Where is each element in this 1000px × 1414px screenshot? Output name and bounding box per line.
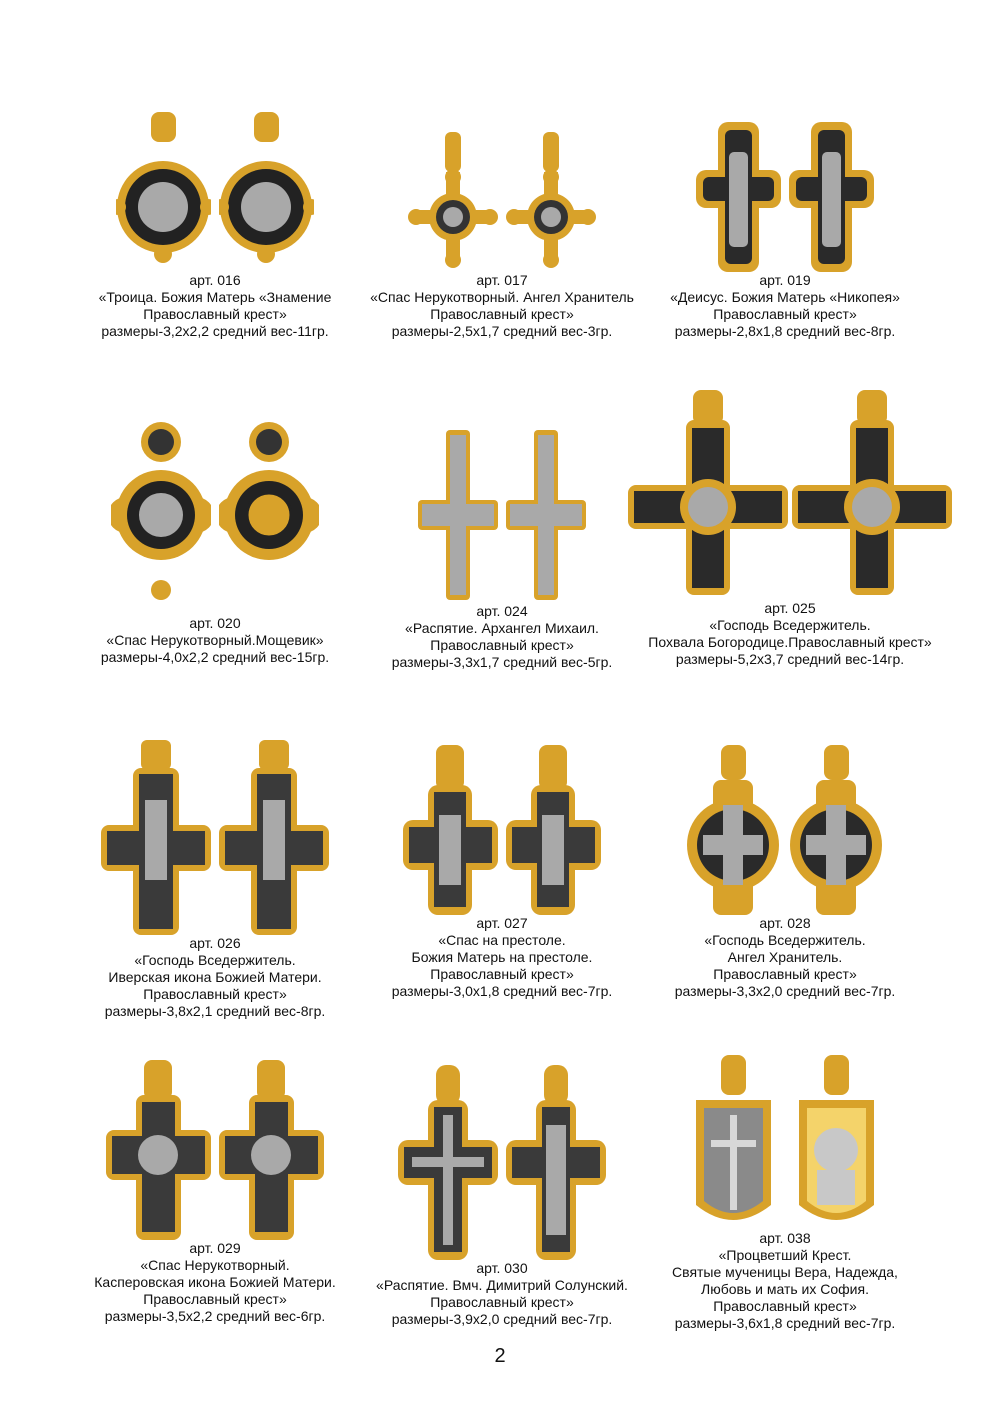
pendant-back-image xyxy=(219,740,329,935)
caption-line: Православный крест» xyxy=(430,1294,574,1310)
product-caption xyxy=(342,272,662,340)
pendant-front-image xyxy=(116,112,211,272)
product-item xyxy=(342,1060,662,1328)
caption-line: «Спас на престоле. xyxy=(438,932,566,948)
article-number: арт. 019 xyxy=(759,272,811,288)
caption-line: «Господь Вседержитель. xyxy=(704,932,866,948)
pendant-back-image xyxy=(219,420,319,605)
product-item xyxy=(55,92,375,340)
article-number: арт. 025 xyxy=(764,600,816,616)
product-caption xyxy=(625,600,955,668)
pendant-front-image xyxy=(101,740,211,935)
caption-line: «Троица. Божия Матерь «Знамение xyxy=(98,289,332,305)
article-number: арт. 024 xyxy=(476,603,528,619)
product-caption xyxy=(625,272,945,340)
caption-line: Православный крест» xyxy=(143,986,287,1002)
caption-line: размеры-2,5х1,7 средний вес-3гр. xyxy=(391,323,613,339)
product-images xyxy=(342,735,662,915)
caption-line: размеры-5,2х3,7 средний вес-14гр. xyxy=(675,651,905,667)
page-number: 2 xyxy=(494,1345,506,1367)
article-number: арт. 017 xyxy=(476,272,528,288)
caption-line: Православный крест» xyxy=(143,1291,287,1307)
caption-line: «Спас Нерукотворный.Мощевик» xyxy=(106,632,324,648)
caption-line: размеры-4,0х2,2 средний вес-15гр. xyxy=(100,649,330,665)
caption-line: размеры-3,6х1,8 средний вес-7гр. xyxy=(674,1315,896,1331)
pendant-front-image xyxy=(106,1060,211,1240)
product-item xyxy=(625,92,945,340)
article-number: арт. 020 xyxy=(189,615,241,631)
pendant-front-image xyxy=(696,122,781,272)
pendant-back-image xyxy=(219,1060,324,1240)
caption-line: размеры-3,2х2,2 средний вес-11гр. xyxy=(101,323,329,339)
product-item xyxy=(342,420,662,671)
product-item xyxy=(625,1050,945,1332)
product-images xyxy=(55,420,375,605)
product-item xyxy=(625,735,945,1000)
product-caption xyxy=(342,603,662,671)
pendant-front-image xyxy=(686,745,781,915)
pendant-back-image xyxy=(506,430,586,600)
caption-line: Ангел Хранитель. xyxy=(727,949,843,965)
caption-line: «Спас Нерукотворный. Ангел Хранитель xyxy=(370,289,634,305)
caption-line: размеры-3,8х2,1 средний вес-8гр. xyxy=(104,1003,326,1019)
pendant-front-image xyxy=(408,132,498,272)
caption-line: размеры-3,5х2,2 средний вес-6гр. xyxy=(104,1308,326,1324)
product-images xyxy=(342,92,662,272)
caption-line: размеры-2,8х1,8 средний вес-8гр. xyxy=(674,323,896,339)
product-caption xyxy=(342,1260,662,1328)
pendant-front-image xyxy=(111,420,211,605)
caption-line: Православный крест» xyxy=(430,306,574,322)
caption-line: «Спас Нерукотворный. xyxy=(140,1257,290,1273)
caption-line: размеры-3,3х1,7 средний вес-5гр. xyxy=(391,654,613,670)
caption-line: Божия Матерь на престоле. xyxy=(411,949,593,965)
caption-line: Касперовская икона Божией Матери. xyxy=(94,1274,336,1290)
caption-line: «Процветший Крест. xyxy=(718,1247,852,1263)
caption-line: Православный крест» xyxy=(713,966,857,982)
caption-line: Иверская икона Божией Матери. xyxy=(108,969,322,985)
article-number: арт. 029 xyxy=(189,1240,241,1256)
pendant-front-image xyxy=(686,1055,781,1230)
product-caption xyxy=(625,1230,945,1332)
caption-line: Святые мученицы Вера, Надежда, xyxy=(672,1264,898,1280)
product-caption xyxy=(55,272,375,340)
caption-line: Православный крест» xyxy=(430,637,574,653)
pendant-back-image xyxy=(219,112,314,272)
product-caption xyxy=(625,915,945,1000)
pendant-back-image xyxy=(789,1055,884,1230)
article-number: арт. 038 xyxy=(759,1230,811,1246)
article-number: арт. 028 xyxy=(759,915,811,931)
caption-line: «Распятие. Вмч. Димитрий Солунский. xyxy=(376,1277,628,1293)
product-caption xyxy=(55,935,375,1020)
article-number: арт. 030 xyxy=(476,1260,528,1276)
product-images xyxy=(625,1050,945,1230)
article-number: арт. 027 xyxy=(476,915,528,931)
pendant-back-image xyxy=(792,390,952,600)
article-number: арт. 016 xyxy=(189,272,241,288)
caption-line: «Господь Вседержитель. xyxy=(709,617,871,633)
product-images xyxy=(625,92,945,272)
caption-line: «Деисус. Божия Матерь «Никопея» xyxy=(670,289,900,305)
pendant-back-image xyxy=(506,1065,606,1260)
product-images xyxy=(625,735,945,915)
product-item xyxy=(625,390,955,668)
pendant-back-image xyxy=(506,132,596,272)
caption-line: «Распятие. Архангел Михаил. xyxy=(405,620,599,636)
caption-line: размеры-3,3х2,0 средний вес-7гр. xyxy=(674,983,896,999)
pendant-front-image xyxy=(398,1065,498,1260)
pendant-front-image xyxy=(418,430,498,600)
product-caption xyxy=(342,915,662,1000)
product-item xyxy=(55,420,375,666)
pendant-front-image xyxy=(403,745,498,915)
product-images xyxy=(625,390,955,600)
product-caption xyxy=(55,1240,375,1325)
product-item xyxy=(55,735,375,1020)
caption-line: размеры-3,0х1,8 средний вес-7гр. xyxy=(391,983,613,999)
pendant-back-image xyxy=(506,745,601,915)
caption-line: Любовь и мать их София. xyxy=(701,1281,869,1297)
caption-line: размеры-3,9х2,0 средний вес-7гр. xyxy=(391,1311,613,1327)
caption-line: Православный крест» xyxy=(143,306,287,322)
caption-line: Православный крест» xyxy=(713,1298,857,1314)
pendant-front-image xyxy=(628,390,788,600)
pendant-back-image xyxy=(789,122,874,272)
product-images xyxy=(55,1060,375,1240)
caption-line: Православный крест» xyxy=(430,966,574,982)
product-images xyxy=(55,92,375,272)
product-caption xyxy=(55,615,375,666)
pendant-back-image xyxy=(789,745,884,915)
caption-line: «Господь Вседержитель. xyxy=(134,952,296,968)
product-item xyxy=(342,735,662,1000)
product-images xyxy=(55,735,375,935)
product-item xyxy=(55,1060,375,1325)
product-images xyxy=(342,1060,662,1260)
caption-line: Похвала Богородице.Православный крест» xyxy=(648,634,932,650)
product-item xyxy=(342,92,662,340)
product-images xyxy=(342,420,662,600)
caption-line: Православный крест» xyxy=(713,306,857,322)
article-number: арт. 026 xyxy=(189,935,241,951)
